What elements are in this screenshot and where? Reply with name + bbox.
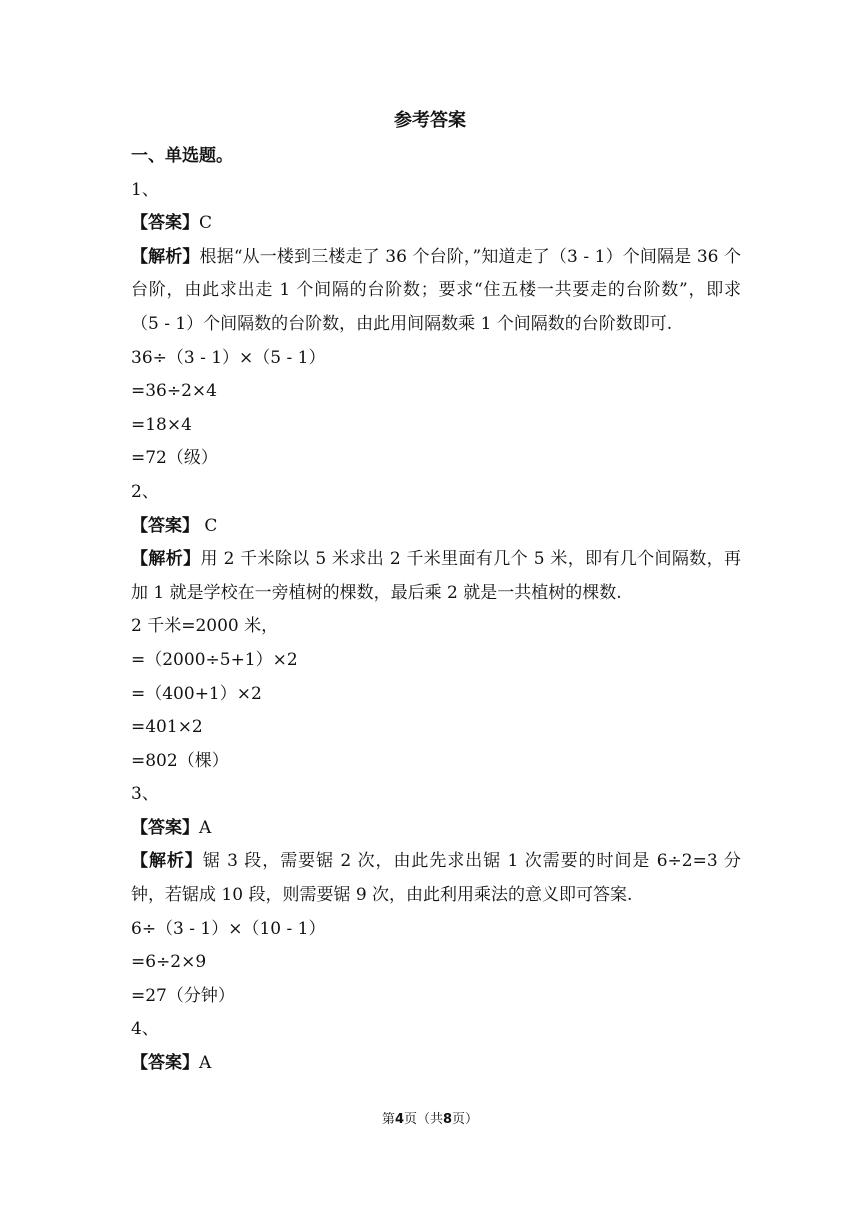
analysis-tag: 【解析】 <box>131 851 203 872</box>
analysis-text: 根据“从一楼到三楼走了 36 个台阶，”知道走了（3 - 1）个间隔是 36 个台阶，由此求出走 1 个间隔的台阶数；要求“住五楼一共要走的台阶数”，即求（5 - 1）个间隔数的台阶数，由此用间隔数乘 1 个间隔数的台阶数即可. <box>131 246 741 334</box>
analysis-paragraph <box>131 543 741 610</box>
question-number: 4、 <box>131 1019 159 1040</box>
analysis-tag: 【解析】 <box>131 246 200 267</box>
question-number: 2、 <box>131 481 159 502</box>
solution-step: =（2000÷5+1）×2 <box>131 649 298 670</box>
answer-value: A <box>199 1053 212 1074</box>
footer-total-pages: 8 <box>443 1112 453 1127</box>
solution-step: =18×4 <box>131 414 192 435</box>
solution-step: =27（分钟） <box>131 985 235 1006</box>
answer-line <box>131 207 741 241</box>
analysis-text: 用 2 千米除以 5 米求出 2 千米里面有几个 5 米，即有几个间隔数，再加 1 就是学校在一旁植树的棵数，最后乘 2 就是一共植树的棵数. <box>131 549 742 603</box>
solution-step: =6÷2×9 <box>131 952 207 973</box>
solution-step: =72（级） <box>131 448 218 469</box>
solution-step: 2 千米=2000 米， <box>131 616 279 637</box>
answer-tag: 【答案】 <box>131 817 199 838</box>
page-footer <box>0 1111 860 1129</box>
section-heading: 一、单选题。 <box>131 146 233 166</box>
solution-step: =802（棵） <box>131 750 229 771</box>
answer-value: C <box>199 515 218 536</box>
footer-middle: 页（共 <box>403 1112 443 1127</box>
answer-tag: 【答案】 <box>131 213 199 234</box>
solution-step: =36÷2×4 <box>131 381 217 402</box>
solution-step: =（400+1）×2 <box>131 683 262 704</box>
answer-line <box>131 1047 741 1081</box>
solution-step: 36÷（3 - 1）×（5 - 1） <box>131 347 326 368</box>
answer-tag: 【答案】 <box>131 1053 199 1074</box>
question-number: 1、 <box>131 179 159 200</box>
analysis-text: 锯 3 段，需要锯 2 次，由此先求出锯 1 次需要的时间是 6÷2=3 分钟，若锯成 10 段，则需要锯 9 次，由此利用乘法的意义即可答案. <box>131 851 741 906</box>
footer-page-number: 4 <box>394 1112 404 1127</box>
footer-prefix: 第 <box>381 1112 395 1127</box>
answer-line <box>131 812 741 846</box>
answer-line <box>131 510 741 544</box>
solution-step: =401×2 <box>131 717 203 738</box>
answer-tag: 【答案】 <box>131 515 199 536</box>
analysis-tag: 【解析】 <box>131 549 201 570</box>
footer-suffix: 页） <box>452 1112 479 1127</box>
answer-value: C <box>199 213 213 234</box>
answer-value: A <box>199 817 212 838</box>
analysis-paragraph <box>131 845 741 912</box>
answer-content <box>131 140 741 1081</box>
solution-step: 6÷（3 - 1）×（10 - 1） <box>131 918 326 939</box>
question-number: 3、 <box>131 784 159 805</box>
analysis-paragraph <box>131 241 741 342</box>
page-title: 参考答案 <box>394 110 466 131</box>
